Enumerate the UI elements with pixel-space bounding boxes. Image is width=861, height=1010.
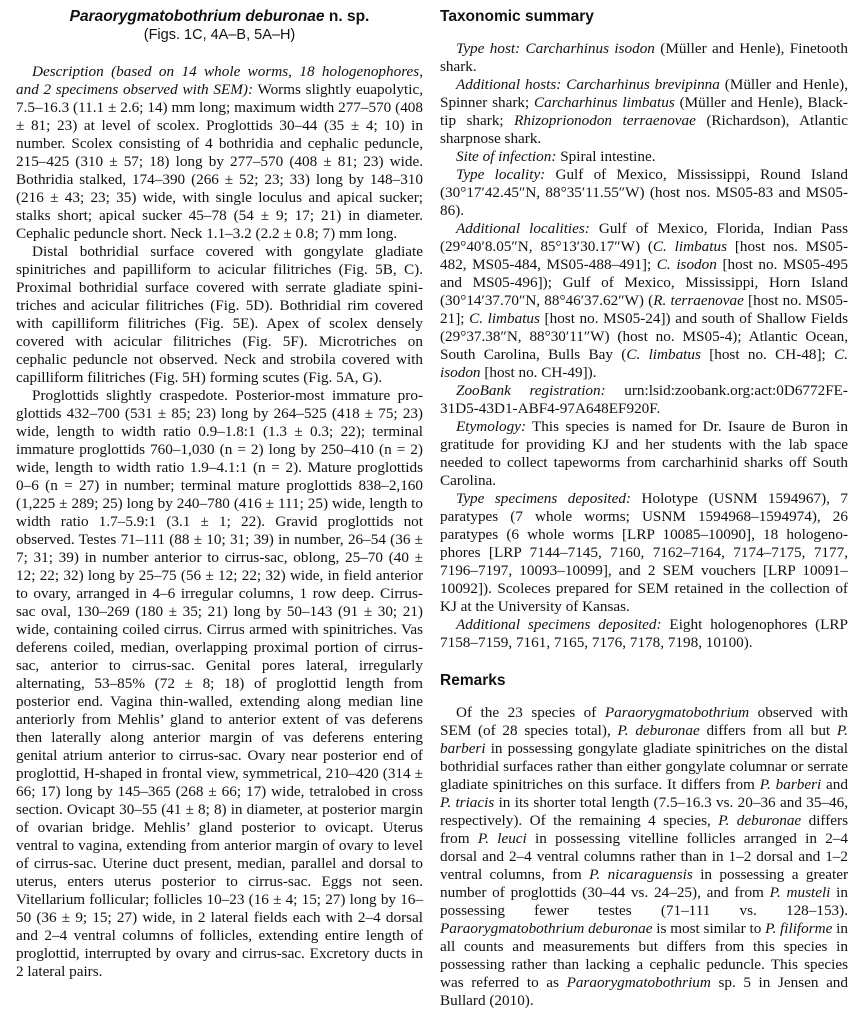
italic-text: Site of infection: xyxy=(456,148,557,165)
italic-text: P. musteli xyxy=(769,884,831,901)
paragraph xyxy=(440,76,848,148)
right-column xyxy=(440,0,848,1010)
species-name: Paraorygmatobothrium deburonae xyxy=(69,8,325,25)
paragraph xyxy=(440,382,848,418)
italic-text: P. barberi xyxy=(440,722,848,757)
text: Eight hologenophores (LRP 7158–7159, 7161, 7165, 7176, 7178, 7198, 10100). xyxy=(440,616,849,651)
italic-text: C. isodon xyxy=(656,256,717,273)
text: Holotype (USNM 1594967), 7 paratypes (7 whole worms; USNM 1594968–1594974), 26 paratypes (6 whole worms [LRP 10085–10090], 18 hologenophores [LRP 7144–7145, 7160, 7162–7164, 7174–7175, 7177, 7196–7197, 10093–10099], and 2 SEM vouchers [LRP 10091–10092]). Scoleces prepared for SEM retained in the collection of KJ at the University of Kansas. xyxy=(440,490,848,615)
italic-text: P. nicaraguensis xyxy=(589,866,693,883)
text: urn:lsid:zoobank.org:act:0D6772FE-31D5-43D1-ABF4-97A648EF920F. xyxy=(440,382,848,417)
text: Gulf of Mexico, Mississippi, Round Island (30°17′42.45″N, 88°35′11.55″W) (host nos. MS05-83 and MS05-86). xyxy=(440,166,849,219)
text: (Müller and Henle), Finetooth shark. xyxy=(440,40,848,75)
text: This species is named for Dr. Isaure de Buron in gratitude for providing KJ and her students with the lab space needed to collect tapeworms from carcharhinid sharks off South Carolina. xyxy=(440,418,848,489)
left-column xyxy=(16,0,423,981)
italic-text: C. isodon xyxy=(440,346,849,381)
italic-text: Additional specimens deposited: xyxy=(456,616,662,633)
description-body xyxy=(16,63,423,981)
paragraph xyxy=(440,166,848,220)
italic-text: P. deburonae xyxy=(718,812,802,829)
text: Of the 23 species of xyxy=(456,704,605,721)
italic-text: Paraorygmatobothrium xyxy=(566,974,711,991)
text: [host no. CH-48]; xyxy=(700,346,835,363)
paragraph xyxy=(16,243,423,387)
italic-text: P. filiforme xyxy=(765,920,833,937)
paragraph xyxy=(440,148,848,166)
species-title xyxy=(16,8,423,26)
italic-text: Etymology: xyxy=(456,418,527,435)
italic-text: C. limbatus xyxy=(652,238,727,255)
italic-text: Additional localities: xyxy=(456,220,590,237)
text: (Müller and Henle), Blacktip shark; xyxy=(440,94,848,129)
text: differs from all but xyxy=(699,722,837,739)
italic-text: Description (based on 14 whole worms, 18 hologenophores, and 2 specimens observed with SEM): xyxy=(16,63,423,98)
italic-text: Rhizoprionodon terraenovae xyxy=(514,112,696,129)
taxonomic-summary-heading: Taxonomic summary xyxy=(440,8,594,25)
text: Distal bothridial surface covered with gongylate gladiate spinitriches and papilliform to acicular filitriches (Fig. 5B, C). Proximal bothridial surface covered with serrate gladiate spinitriches and acicular filitriches (Fig. 5D). Bothridial rim covered with capilliform filitriches (Fig. 5E). Apex of scolex densely covered with acicular filitriches (Fig. 5F). Microtriches on cephalic peduncle not observed. Neck and strobila covered with capilliform filitriches (Fig. 5H) forming scutes (Fig. 5A, G). xyxy=(16,243,423,386)
italic-text: P. triacis xyxy=(440,794,495,811)
text: in possessing fewer testes (71–111 vs. 128–153). xyxy=(440,884,848,919)
text: [host no. MS05-495 and MS05-496]); Gulf of Mexico, Mississippi, Horn Island (30°14′37.70″N, 88°46′37.62″W) ( xyxy=(440,256,848,309)
text: [host no. MS05-24]) and south of Shallow Fields (29°37.38″N, 88°30′11″W) (host no. MS05-4); Atlantic Ocean, South Carolina, Bulls Bay ( xyxy=(440,310,849,363)
italic-text: Carcharhinus limbatus xyxy=(534,94,675,111)
italic-text: Type specimens deposited: xyxy=(456,490,632,507)
text: Worms slightly euapolytic, 7.5–16.3 (11.1 ± 2.6; 14) mm long; maximum width 277–570 (408 ± 81; 23) at level of scolex. Proglottids 30–44 (35 ± 4; 10) in number. Scolex consisting of 4 bothridia and cephalic peduncle, 215–425 (310 ± 57; 18) long by 277–570 (408 ± 81; 23) wide. Bothridia stalked, 174–390 (266 ± 52; 23; 33) long by 148–310 (216 ± 43; 23; 35) wide, with single loculus and apical sucker; stalks short; apical sucker 45–78 (54 ± 9; 17; 21) in diameter. Cephalic peduncle short. Neck 1.1–3.2 (2.2 ± 0.8; 7) mm long. xyxy=(16,81,424,242)
paragraph xyxy=(440,418,848,490)
text: in its shorter total length (7.5–16.3 vs. 20–36 and 35–46, respectively). Of the remaining 4 species, xyxy=(440,794,849,829)
taxonomic-summary-body xyxy=(440,40,848,652)
italic-text: ZooBank registration: xyxy=(456,382,606,399)
text: differs from xyxy=(440,812,848,847)
italic-text: P. barberi xyxy=(759,776,822,793)
species-suffix: n. sp. xyxy=(324,8,370,25)
text: (Richardson), Atlantic sharpnose shark. xyxy=(440,112,849,147)
text: sp. 5 in Jensen and Bullard (2010). xyxy=(440,974,848,1009)
paragraph xyxy=(16,63,423,243)
text: Gulf of Mexico, Florida, Indian Pass (29°40′8.05″N, 85°13′30.17″W) ( xyxy=(440,220,849,255)
text: in possessing a greater number of proglottids (30–44 vs. 24–25), and from xyxy=(440,866,849,901)
paragraph xyxy=(440,40,848,76)
italic-text: Additional hosts: Carcharhinus brevipinna xyxy=(456,76,720,93)
italic-text: Paraorygmatobothrium xyxy=(604,704,750,721)
italic-text: C. limbatus xyxy=(626,346,701,363)
text: [host no. MS05-21]; xyxy=(440,292,849,327)
paragraph xyxy=(440,490,848,616)
text: Proglottids slightly craspedote. Posterior-most immature proglottids 432–700 (531 ± 85; 23) long by 264–525 (418 ± 75; 23) wide, length to width ratio 0.9–1.8:1 (1.3 ± 0.3; 22); terminal immature proglottids 760–1,030 (n = 2) long by 250–410 (n = 2) wide, length to width ratio 1.9–4.1:1 (n = 2). Mature proglottids 0–6 (n = 27) in number; terminal mature proglottids 838–2,160 (1,225 ± 289; 25) long by 240–780 (416 ± 111; 25) wide, length to width ratio 1.7–5.9:1 (3.1 ± 1; 22). Gravid proglottids not observed. Testes 71–111 (88 ± 10; 31; 39) in number, 26–54 (36 ± 7; 31; 39) in number anterior to cirrus-sac, oblong, 25–70 (40 ± 12; 22; 32) long by 25–75 (56 ± 12; 22; 32) wide, in field anterior to ovary, arranged in 4–6 irregular columns, 1 row deep. Cirrus-sac oval, 130–269 (180 ± 35; 21) long by 50–143 (91 ± 30; 21) wide, containing coiled cirrus. Cirrus armed with spinitriches. Vas deferens coiled, median, overlapping proximal portion of cirrus-sac, anterior to cirrus-sac. Genital pores lateral, irregularly alternating, 53–85% (72 ± 8; 18) of proglottid length from posterior end. Vagina thin-walled, extending along median line anteriorly from Mehlis’ gland to anterior extent of vas deferens then laterally along anterior margin of vas deferens entering genital atrium anterior to cirrus-sac. Ovary near posterior end of proglottid, H-shaped in frontal view, symmetrical, 210–420 (314 ± 66; 17) long by 145–365 (268 ± 66; 17) wide, tetralobed in cross section. Ovicapt 30–55 (41 ± 8; 8) in diameter, at posterior margin of ovarian bridge. Mehlis’ gland posterior to ovicapt. Uterus ventral to vagina, extending from anterior margin of ovary to level of cirrus-sac. Uterine duct present, median, parallel and dorsal to uterus, enters uterus posterior to cirrus-sac. Eggs not seen. Vitellarium follicular; follicles 10–23 (16 ± 4; 15; 27) long by 16–50 (36 ± 9; 15; 27) wide, in 2 lateral fields each with 2–4 dorsal and 2–4 ventral columns of follicles, extending entire length of proglottid, interrupted by ovary and cirrus-sac. Excretory ducts in 2 lateral pairs. xyxy=(16,387,423,980)
paragraph xyxy=(440,704,848,1010)
text: in possessing gongylate gladiate spinitriches on the distal bothridial surfaces rather than either gongylate columnar or serrate gladiate spinitriches on this surface. It differs from xyxy=(440,740,848,793)
text: [host nos. MS05-482, MS05-484, MS05-488–491]; xyxy=(440,238,848,273)
italic-text: P. leuci xyxy=(477,830,527,847)
italic-text: Paraorygmatobothrium deburonae xyxy=(440,920,653,937)
figures-reference: (Figs. 1C, 4A–B, 5A–H) xyxy=(143,27,296,43)
paragraph xyxy=(440,220,848,382)
text: Spiral intestine. xyxy=(556,148,656,165)
remarks-body xyxy=(440,704,848,1010)
text: is most similar to xyxy=(652,920,766,937)
italic-text: Type locality: xyxy=(456,166,546,183)
text: in all counts and measurements but differs from this species in possessing rather than lacking a cephalic peduncle. This species was referred to as xyxy=(440,920,848,991)
remarks-heading: Remarks xyxy=(440,672,506,689)
italic-text: P. deburonae xyxy=(617,722,700,739)
italic-text: C. limbatus xyxy=(469,310,540,327)
italic-text: Type host: Carcharhinus isodon xyxy=(456,40,655,57)
text: in possessing vitelline follicles arranged in 2–4 dorsal and 2–4 ventral columns rather than in 1–2 dorsal and 1–2 ventral columns, from xyxy=(440,830,848,883)
text: and xyxy=(821,776,848,793)
text: observed with SEM (of 28 species total), xyxy=(440,704,848,739)
paragraph xyxy=(16,387,423,981)
text: (Müller and Henle), Spinner shark; xyxy=(440,76,848,111)
italic-text: R. terraenovae xyxy=(653,292,744,309)
paragraph xyxy=(440,616,848,652)
text: [host no. CH-49]). xyxy=(480,364,597,381)
